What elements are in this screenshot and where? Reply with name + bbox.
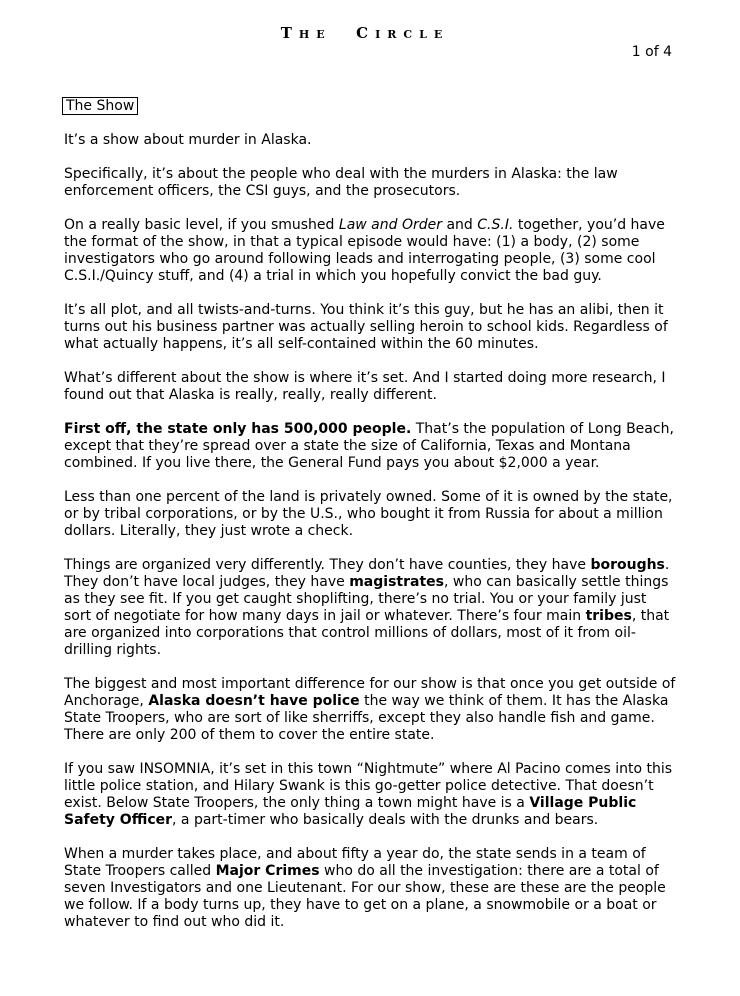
body-paragraph	[64, 217, 676, 285]
body-paragraph	[64, 846, 676, 931]
paragraph-text: , who can basically settle things as they see fit. If you get caught shoplifting, there’s no trial. You or your family just sort of negotiate for how many days in jail or whatever. There’s four main	[64, 574, 669, 624]
bold-emphasis: tribes	[585, 608, 632, 624]
bold-emphasis: magistrates	[349, 574, 444, 590]
section-heading: The Show	[62, 97, 138, 115]
paragraph-text: Specifically, it’s about the people who deal with the murders in Alaska: the law enforcement officers, the CSI guys, and the prosecutors.	[64, 166, 618, 199]
body-paragraph	[64, 166, 676, 200]
paragraph-text: , a part-timer who basically deals with the drunks and bears.	[172, 812, 599, 828]
paragraph-text: Things are organized very differently. They don’t have counties, they have	[64, 557, 591, 573]
paragraph-text: On a really basic level, if you smushed	[64, 217, 339, 233]
bold-emphasis: Alaska doesn’t have police	[148, 693, 360, 709]
body-paragraph	[64, 489, 676, 540]
bold-emphasis: Village Public Safety Officer	[64, 795, 637, 828]
paragraph-text: the way we think of them. It has the Alaska State Troopers, who are sort of like sherriffs, except they also handle fish and game. There are only 200 of them to cover the entire state.	[64, 693, 669, 743]
italic-title: C.S.I.	[477, 217, 514, 233]
paragraph-text: Less than one percent of the land is privately owned. Some of it is owned by the state, or by tribal corporations, or by the U.S., who bought it from Russia for about a million dollars. Literally, they just wrote a check.	[64, 489, 673, 539]
paragraph-text: and	[442, 217, 478, 233]
paragraph-text: That’s the population of Long Beach, except that they’re spread over a state the size of California, Texas and Montana combined. If you live there, the General Fund pays you about $2,000 a year.	[64, 421, 674, 471]
body-paragraph	[64, 557, 676, 659]
paragraph-text: . They don’t have local judges, they have	[64, 557, 670, 590]
bold-emphasis: Major Crimes	[215, 863, 320, 879]
body-paragraph	[64, 302, 676, 353]
paragraph-text: It’s all plot, and all twists-and-turns. You think it’s this guy, but he has an alibi, then it turns out his business partner was actually selling heroin to school kids. Regardless of what actually happens, it’s all self-contained within the 60 minutes.	[64, 302, 668, 352]
body-paragraph	[64, 132, 676, 149]
paragraph-text: together, you’d have the format of the show, in that a typical episode would have: (1) a body, (2) some investigators who go around following leads and interrogating people, (3) some cool C.S.I./Quincy stuff, and (4) a trial in which you hopefully convict the bad guy.	[64, 217, 665, 284]
paragraph-text: When a murder takes place, and about fifty a year do, the state sends in a team of State Troopers called	[64, 846, 646, 879]
paragraph-text: who do all the investigation: there are a total of seven Investigators and one Lieutenant. For our show, these are these are the people we follow. If a body turns up, they have to get on a plane, a snowmobile or a boat or whatever to find out who did it.	[64, 863, 666, 930]
body-paragraph	[64, 421, 676, 472]
page-number: 1 of 4	[631, 44, 672, 60]
paragraph-text: If you saw INSOMNIA, it’s set in this town “Nightmute” where Al Pacino comes into this little police station, and Hilary Swank is this go-getter police detective. That doesn’t exist. Below State Troopers, the only thing a town might have is a	[64, 761, 673, 811]
body-paragraph	[64, 761, 676, 829]
paragraph-text: , that are organized into corporations that control millions of dollars, most of it from oil-drilling rights.	[64, 608, 670, 658]
bold-emphasis: First off, the state only has 500,000 people.	[64, 421, 412, 437]
paragraph-text: It’s a show about murder in Alaska.	[64, 132, 312, 148]
document-title: The Circle	[280, 24, 450, 42]
document-body	[64, 97, 676, 948]
bold-emphasis: boroughs	[590, 557, 665, 573]
paragraph-text: What’s different about the show is where it’s set. And I started doing more research, I found out that Alaska is really, really, really different.	[64, 370, 666, 403]
italic-title: Law and Order	[338, 217, 442, 233]
body-paragraph	[64, 370, 676, 404]
body-paragraph	[64, 676, 676, 744]
paragraph-text: The biggest and most important difference for our show is that once you get outside of Anchorage,	[64, 676, 676, 709]
